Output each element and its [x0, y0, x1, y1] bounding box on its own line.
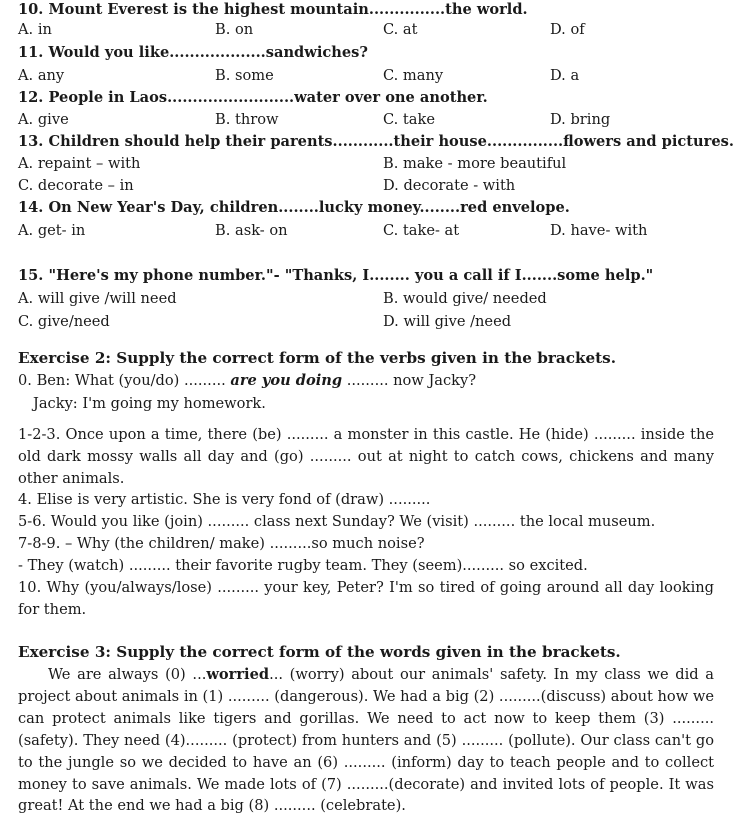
q11-option-a: A. any — [18, 67, 65, 84]
ex2-example-reply: Jacky: I'm going my homework. — [33, 395, 266, 412]
q11-option-c: C. many — [383, 67, 444, 84]
question-14-stem: 14. On New Year's Day, children........lucky money........red envelope. — [18, 199, 570, 216]
q13-option-b: B. make - more beautiful — [383, 155, 567, 172]
question-10-stem: 10. Mount Everest is the highest mountain...............the world. — [18, 1, 528, 18]
exercise-3-title: Exercise 3: Supply the correct form of the words given in the brackets. — [18, 643, 621, 661]
q14-option-c: C. take- at — [383, 222, 460, 239]
ex2-example-answer: are you doing — [230, 372, 343, 389]
q11-option-d: D. a — [550, 67, 580, 84]
ex2-example-line — [18, 371, 476, 391]
q15-option-c: C. give/need — [18, 313, 110, 330]
q15-option-d: D. will give /need — [383, 313, 512, 330]
q14-option-a: A. get- in — [18, 222, 86, 239]
ex3-post: ... (worry) about our animals' safety. In my class we did a project about animals in (1) ......... (dangerous). We had a big (2) .........(discuss) about how we can protect animals like tigers and gorillas. We need to act now to keep them (3) ......... (safety). They need (4)......... (protect) from hunters and (5) ......... (pollute). Our class can't go to the jungle so we decided to have an (6) ......... (inform) day to teach people and to collect money to save animals. We made lots of (7) .........(decorate) and invited lots of people. It was great! At the end we had a big (8) ......... (celebrate). — [18, 666, 714, 815]
ex2-item-7-8-9-answer: - They (watch) ......... their favorite rugby team. They (seem)......... so excited. — [18, 557, 588, 574]
q10-option-c: C. at — [383, 21, 418, 38]
ex2-example-pre: 0. Ben: What (you/do) ......... — [18, 372, 231, 389]
ex2-item-7-8-9-question: 7-8-9. – Why (the children/ make) .........so much noise? — [18, 535, 425, 552]
q15-option-b: B. would give/ needed — [383, 290, 547, 307]
question-15-stem: 15. "Here's my phone number."- "Thanks, I........ you a call if I.......some help." — [18, 267, 654, 284]
q13-option-c: C. decorate – in — [18, 177, 134, 194]
q13-option-a: A. repaint – with — [18, 155, 141, 172]
ex3-passage — [18, 664, 714, 817]
question-12-stem: 12. People in Laos.........................water over one another. — [18, 89, 488, 106]
q15-option-a: A. will give /will need — [18, 290, 177, 307]
q10-option-d: D. of — [550, 21, 585, 38]
q12-option-b: B. throw — [215, 111, 279, 128]
q10-option-b: B. on — [215, 21, 254, 38]
q12-option-c: C. take — [383, 111, 435, 128]
question-13-stem: 13. Children should help their parents............their house...............flowers and pictures. — [18, 133, 734, 150]
ex3-example-answer: worried — [206, 666, 270, 683]
ex2-example-post: ......... now Jacky? — [342, 372, 477, 389]
ex2-item-5-6: 5-6. Would you like (join) ......... class next Sunday? We (visit) ......... the local museum. — [18, 513, 656, 530]
ex3-pre: We are always (0) ... — [48, 666, 207, 683]
q11-option-b: B. some — [215, 67, 274, 84]
ex2-item-1-2-3: 1-2-3. Once upon a time, there (be) ......... a monster in this castle. He (hide) ......... inside the old dark mossy walls all day and (go) ......... out at night to catch cows, chickens and many other animals. — [18, 426, 714, 487]
ex2-item-4: 4. Elise is very artistic. She is very fond of (draw) ......... — [18, 491, 431, 508]
q13-option-d: D. decorate - with — [383, 177, 516, 194]
q12-option-a: A. give — [18, 111, 69, 128]
q12-option-d: D. bring — [550, 111, 611, 128]
q10-option-a: A. in — [18, 21, 52, 38]
ex2-item-10: 10. Why (you/always/lose) ......... your key, Peter? I'm so tired of going around all day looking for them. — [18, 579, 714, 618]
exercise-2-title: Exercise 2: Supply the correct form of the verbs given in the brackets. — [18, 349, 616, 367]
q14-option-b: B. ask- on — [215, 222, 288, 239]
question-11-stem: 11. Would you like...................sandwiches? — [18, 44, 368, 61]
q14-option-d: D. have- with — [550, 222, 648, 239]
